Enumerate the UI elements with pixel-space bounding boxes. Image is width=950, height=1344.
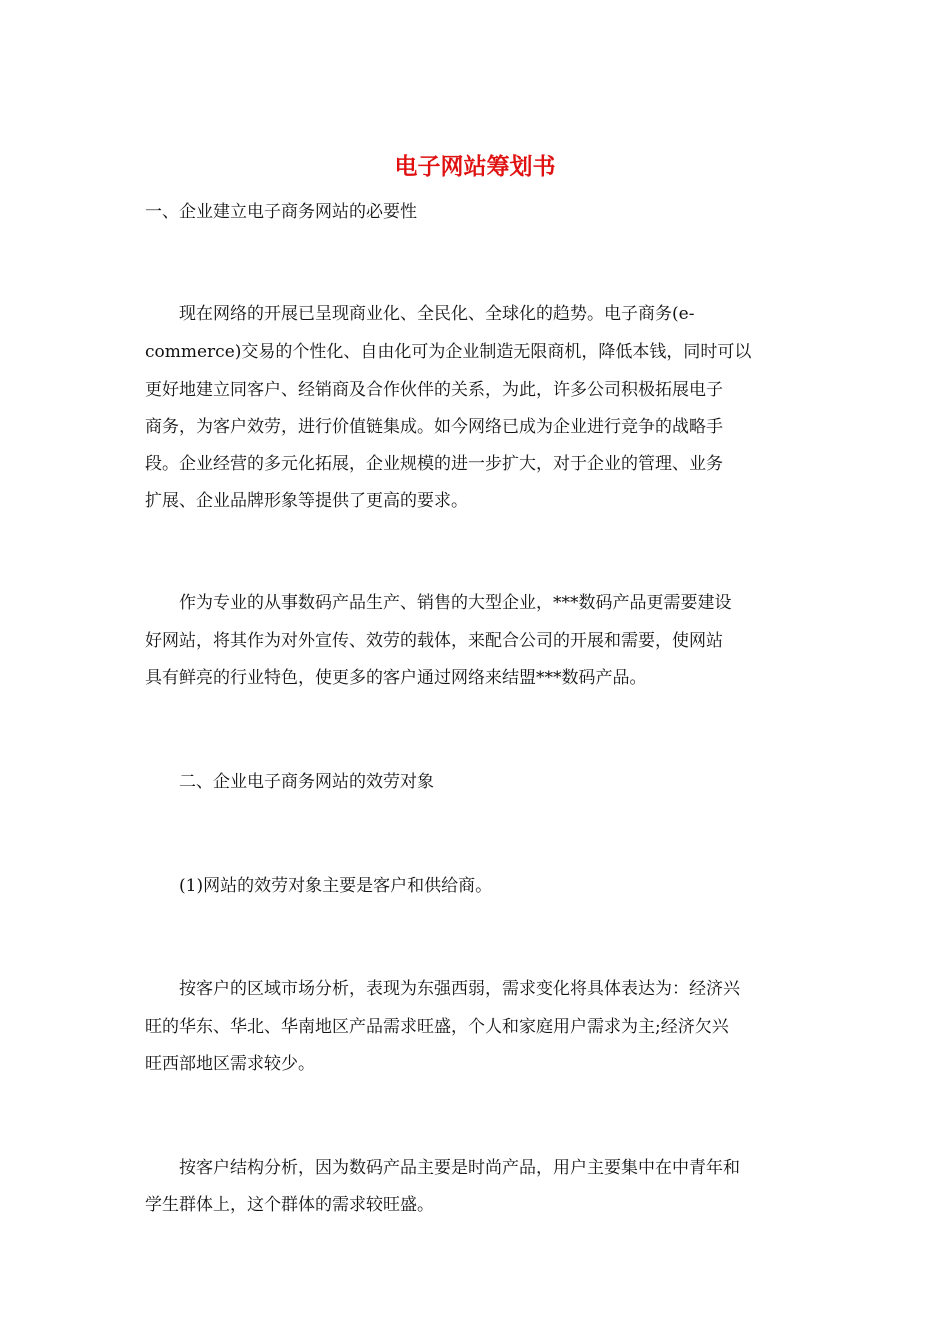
paragraph-line: commerce)交易的个性化、自由化可为企业制造无限商机，降低本钱，同时可以 <box>145 342 752 362</box>
paragraph-line: 学生群体上，这个群体的需求较旺盛。 <box>145 1195 434 1215</box>
paragraph-line: 具有鲜亮的行业特色，使更多的客户通过网络来结盟***数码产品。 <box>145 668 647 688</box>
paragraph-line: 商务，为客户效劳，进行价值链集成。如今网络已成为企业进行竞争的战略手 <box>145 417 723 437</box>
paragraph-line: 旺的华东、华北、华南地区产品需求旺盛，个人和家庭用户需求为主;经济欠兴 <box>145 1017 729 1037</box>
paragraph-line: 扩展、企业品牌形象等提供了更高的要求。 <box>145 491 468 511</box>
paragraph-line: 旺西部地区需求较少。 <box>145 1054 315 1074</box>
paragraph-line: 更好地建立同客户、经销商及合作伙伴的关系，为此，许多公司积极拓展电子 <box>145 380 723 400</box>
list-item: (1)网站的效劳对象主要是客户和供给商。 <box>145 876 493 896</box>
document-title: 电子网站筹划书 <box>394 153 556 180</box>
paragraph-line: 好网站，将其作为对外宣传、效劳的载体，来配合公司的开展和需要，使网站 <box>145 631 723 651</box>
paragraph-line: 按客户结构分析，因为数码产品主要是时尚产品，用户主要集中在中青年和 <box>145 1158 740 1178</box>
paragraph-line: 现在网络的开展已呈现商业化、全民化、全球化的趋势。电子商务(e- <box>145 304 695 324</box>
paragraph-line: 按客户的区域市场分析，表现为东强西弱，需求变化将具体表达为：经济兴 <box>145 979 740 999</box>
section-heading: 二、企业电子商务网站的效劳对象 <box>145 772 434 792</box>
paragraph-line: 段。企业经营的多元化拓展，企业规模的进一步扩大，对于企业的管理、业务 <box>145 454 723 474</box>
paragraph-line: 作为专业的从事数码产品生产、销售的大型企业，***数码产品更需要建设 <box>145 593 732 613</box>
section-heading: 一、企业建立电子商务网站的必要性 <box>145 202 417 222</box>
